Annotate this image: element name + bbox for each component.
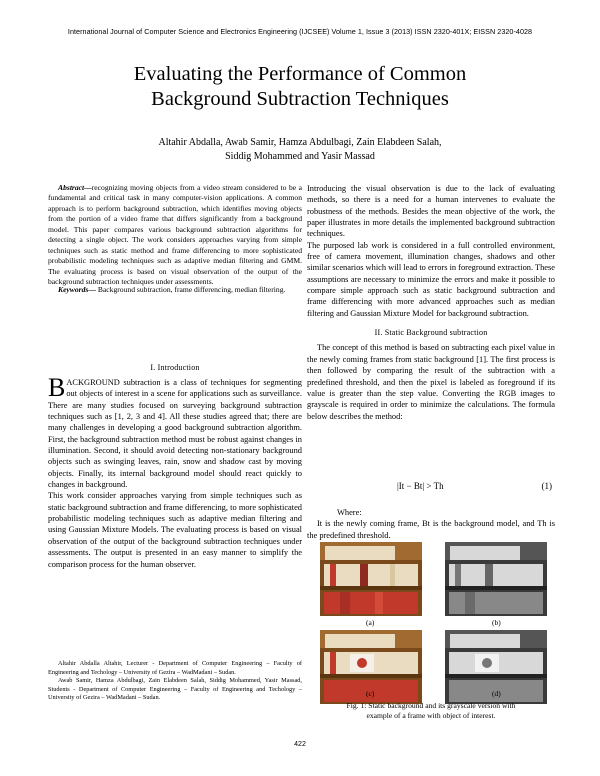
abstract-text: recognizing moving objects from a video stream considered to be a fundamental and critical task in many computer-vision applications. A common approach is to perform background subtraction, which identifies moving objects from the portion of a video frame that differs significantly from a background model. This paper compares various background subtraction algorithms for detecting a single object. The work considers approaches varying from simple techniques such as static method and frame differencing to more sophisticated probabilistic modeling techniques such as adaptive median filtering and GMM. The evaluating process is based on visual observation of the output of the background subtraction techniques under assessments. (48, 183, 302, 287)
equation-number: (1) (541, 481, 552, 491)
paper-title (40, 62, 560, 112)
abstract (48, 183, 302, 288)
figure-1b-image (445, 542, 547, 616)
where-text: It is the newly coming frame, Bt is the background model, and Th is the predefined threshold. (307, 519, 555, 540)
figure-caption-line-2: example of a frame with object of interest. (366, 711, 496, 720)
footnote-1: Altahir Abdalla Altahir, Lecturer - Department of Computer Engineering – Faculty of Engineering and Techology – University of Gezira – WadMadani – Sudan. (48, 660, 302, 676)
intro-para-1: ACKGROUND subtraction is a class of techniques for segmenting out objects of interest in a scene for applications such as surveillance. There are many studies focused on surveying background subtraction techniques such as [1, 2, 3 and 4]. All these studies agreed that; there are many challenges in developing a good background subtraction algorithm. First, the background subtraction method must be robust against changes in illumination. Second, it should avoid detecting non-stationary background objects such as swinging leaves, rain, snow and shadow cast by moving objects. Finally, its internal background model should react quickly to changes in background. (48, 378, 302, 490)
section-heading-static-bg: II. Static Background subtraction (374, 328, 488, 338)
intro-para-2: This work consider approaches varying from simple techniques such as static background subtraction and frame differencing, to more sophisticated probabilistic modeling techniques such as adaptive median filtering and using Gaussian Mixture Models. The evaluating process is based on visual observation of the output of the background subtraction techniques under assessments. The output is presented in an easy manner to simplify the comparison process for the human observer. (48, 491, 302, 569)
where-block (307, 507, 555, 541)
keywords (48, 285, 302, 295)
page-number: 422 (294, 741, 306, 748)
figure-1-caption (307, 701, 555, 721)
abstract-label: Abstract— (58, 183, 92, 192)
figure-label-d: (d) (492, 689, 501, 698)
figure-label-c: (c) (366, 689, 375, 698)
figure-label-b: (b) (492, 618, 501, 627)
author-list (60, 136, 540, 164)
authors-line-2: Siddig Mohammed and Yasir Massad (225, 151, 375, 162)
author-footnote (48, 660, 302, 703)
right-para-2: The purposed lab work is considered in a full controlled environment, free of camera movement, illumination changes, shadows and other similar scenarios which will lead to errors in foreground extraction. These assumptions are necessary to minimize the errors and make it possible to compare simple approach such as static background subtraction and frame differencing with more advanced approaches such as median filtering and Gaussian Mixture Model for background subtraction. (307, 240, 555, 318)
figure-caption-line-1: Fig. 1: Static background and its grayscale version with (346, 701, 516, 710)
figure-1a-image (320, 542, 422, 616)
keywords-label: Keywords— (58, 285, 96, 294)
drop-cap: B (48, 373, 66, 402)
keywords-text: Background subtraction, frame differencing, median filtering. (97, 285, 286, 294)
right-column-text (307, 183, 555, 422)
authors-line-1: Altahir Abdalla, Awab Samir, Hamza Abdulbagi, Zain Elabdeen Salah, (158, 137, 442, 148)
title-line-2: Background Subtraction Techniques (151, 88, 449, 110)
journal-header: International Journal of Computer Science and Electronics Engineering (IJCSEE) Volume 1, Issue 3 (2013) ISSN 2320-401X; EISSN 2320-4028 (67, 27, 533, 36)
title-line-1: Evaluating the Performance of Common (133, 63, 467, 85)
figure-1 (320, 542, 570, 702)
figure-label-a: (a) (366, 618, 375, 627)
introduction-text (48, 373, 302, 570)
equation-formula: |It − Bt| > Th (397, 481, 444, 491)
footnote-2: Awab Samir, Hamza Abdulbagi, Zain Elabdeen Salah, Siddig Mohammed, Yasir Massad, Students - Department of Computer Engineering – Faculty of Engineering and Techology – University of Gezira – WadMadani – Sudan. (48, 677, 302, 702)
right-para-3: The concept of this method is based on subtracting each pixel value in the newly coming frames from static background [1]. The first process is then followed by comparing the result of the subtraction with a predefined threshold, and then the pixel is labeled as foreground if its value is greater than the step value. Converting the RGB images to grayscale is required in order to minimize the calculations. The formula below describes the method: (307, 343, 555, 421)
section-heading-introduction: I. Introduction (150, 363, 200, 372)
right-para-1: Introducing the visual observation is due to the lack of evaluating methods, so there is a need for a human intervenes to evaluate the robustness of the methods. Besides the mean objective of the work, the paper illustrates in more details the implemented background subtraction techniques. (307, 184, 555, 239)
where-label: Where: (337, 508, 362, 517)
